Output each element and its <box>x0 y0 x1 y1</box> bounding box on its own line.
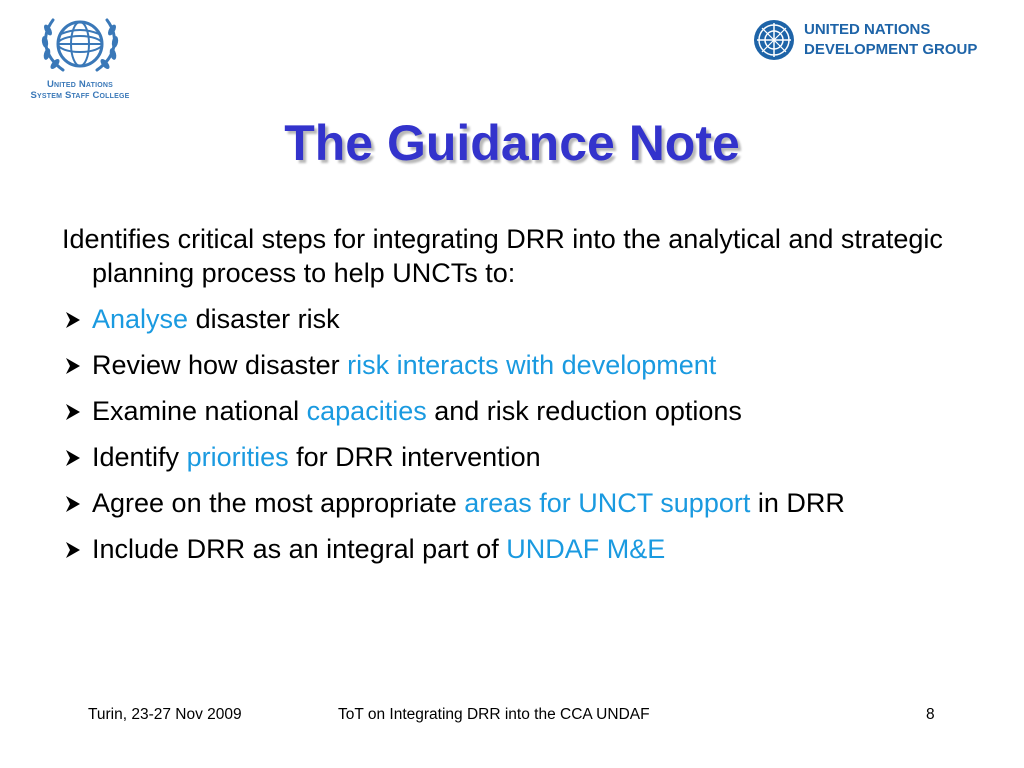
logo-caption-line-2: System Staff College <box>30 90 130 101</box>
bullet-text: Include DRR as an integral part of <box>92 534 507 564</box>
bullet-text: and risk reduction options <box>426 396 742 426</box>
undg-logo <box>752 16 1002 72</box>
arrow-bullet-icon <box>64 311 82 329</box>
bullet-text: disaster risk <box>188 304 340 334</box>
undg-line-1: UNITED NATIONS <box>804 21 931 38</box>
bullet-text: for DRR intervention <box>288 442 541 472</box>
bullet-item <box>62 302 962 336</box>
highlight-text: UNDAF M&E <box>506 534 666 564</box>
bullet-text: in DRR <box>750 488 845 518</box>
bullet-text: Identify <box>92 442 187 472</box>
logo-caption-line-1: United Nations <box>46 79 114 90</box>
highlight-text: areas for UNCT support <box>464 488 751 518</box>
arrow-bullet-icon <box>64 449 82 467</box>
bullet-item <box>62 394 962 428</box>
arrow-bullet-icon <box>64 541 82 559</box>
slide-title: The Guidance Note <box>284 115 740 171</box>
arrow-bullet-icon <box>64 357 82 375</box>
bullet-item <box>62 348 962 382</box>
highlight-text: priorities <box>186 442 289 472</box>
undg-line-2: DEVELOPMENT GROUP <box>804 41 978 58</box>
bullet-item <box>62 440 962 474</box>
highlight-text: risk interacts with development <box>347 350 717 380</box>
un-emblem-icon <box>37 6 123 78</box>
bullet-item <box>62 532 962 566</box>
footer-location-date: Turin, 23-27 Nov 2009 <box>88 706 242 723</box>
bullet-list <box>62 302 962 566</box>
slide-body <box>62 222 962 578</box>
footer-event-title: ToT on Integrating DRR into the CCA UNDAF <box>338 706 650 723</box>
bullet-item <box>62 486 962 520</box>
bullet-text: Review how disaster <box>92 350 348 380</box>
intro-paragraph: Identifies critical steps for integrating DRR into the analytical and strategic planning process to help UNCTs to: <box>62 224 943 288</box>
unssc-logo <box>18 6 142 102</box>
highlight-text: capacities <box>306 396 427 426</box>
bullet-text: Agree on the most appropriate <box>92 488 465 518</box>
highlight-text: Analyse <box>92 304 189 334</box>
bullet-text: Examine national <box>92 396 307 426</box>
arrow-bullet-icon <box>64 495 82 513</box>
slide-number: 8 <box>926 706 935 723</box>
un-globe-icon <box>752 18 796 62</box>
arrow-bullet-icon <box>64 403 82 421</box>
